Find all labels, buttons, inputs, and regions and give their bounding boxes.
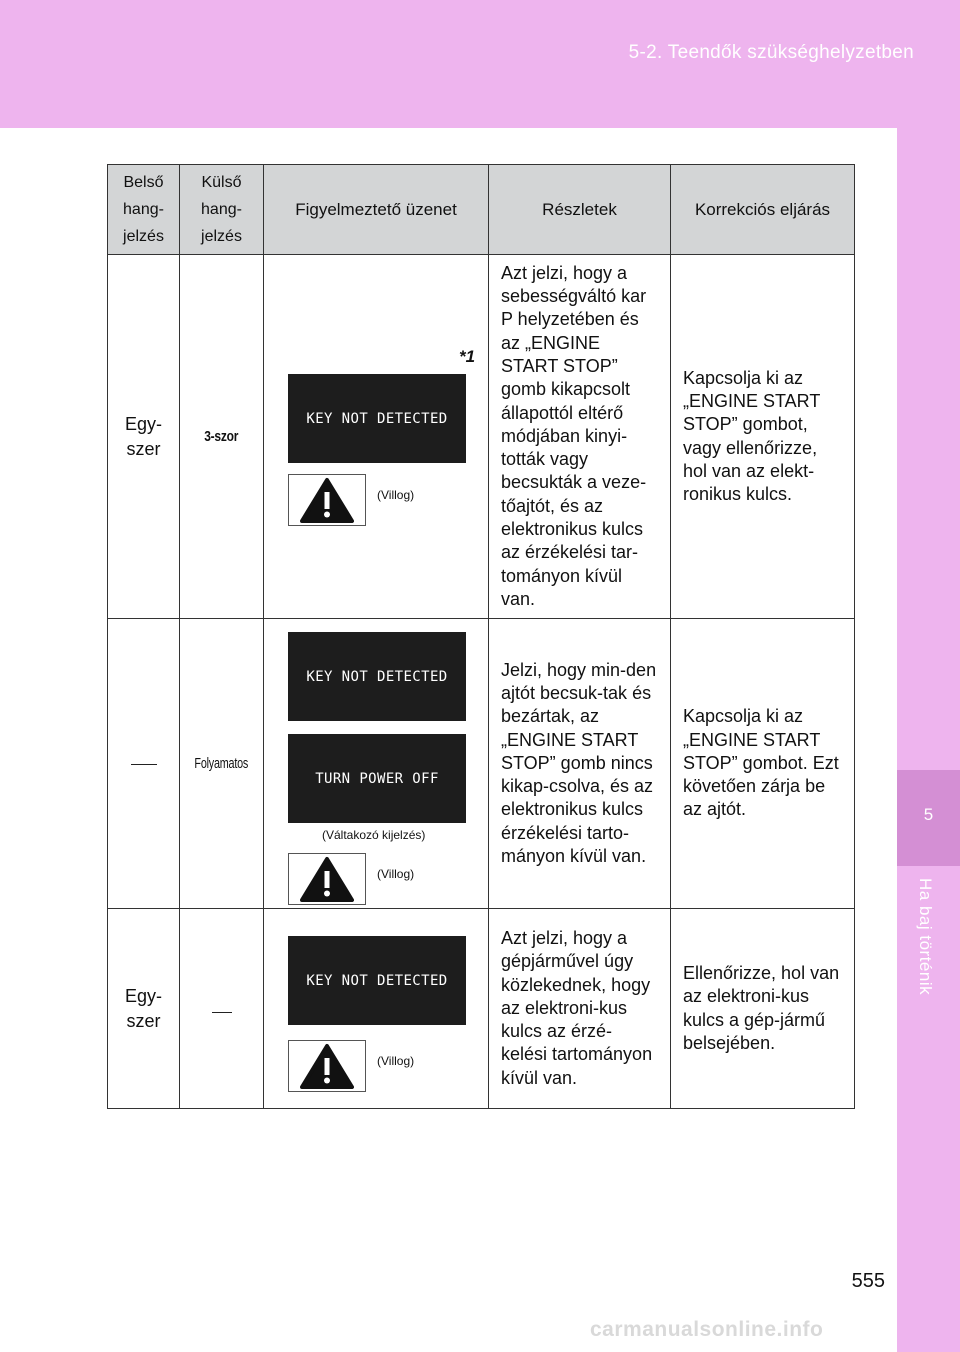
lcd-display: KEY NOT DETECTED	[288, 632, 466, 721]
header-inner-buzzer: Belső hang- jelzés	[108, 165, 180, 255]
chapter-number: 5	[923, 805, 934, 824]
lcd-display: TURN POWER OFF	[288, 734, 466, 823]
table-row	[108, 909, 855, 1109]
correction-cell: Kapcsolja ki az „ENGINE START STOP” gombot. Ezt követően zárja be az ajtót.	[671, 619, 855, 909]
alternating-note: (Váltakozó kijelzés)	[322, 828, 426, 842]
page-number: 555	[851, 1270, 885, 1292]
none-dash	[131, 764, 157, 765]
warning-triangle-icon	[288, 853, 366, 905]
blink-note: (Villog)	[377, 488, 415, 502]
section-title: 5-2. Teendők szükséghelyzetben	[628, 42, 914, 63]
watermark: carmanualsonline.info	[590, 1318, 824, 1341]
table-row	[108, 619, 855, 909]
header-message: Figyelmeztető üzenet	[264, 165, 489, 255]
inner-buzzer-cell	[108, 619, 180, 909]
footnote-mark: *1	[459, 347, 476, 366]
warning-triangle-icon	[288, 1040, 366, 1092]
outer-buzzer-cell: 3-szor	[180, 255, 264, 619]
correction-cell: Ellenőrizze, hol van az elektroni-kus kulcs a gép-jármű belsejében.	[671, 909, 855, 1109]
header-band	[0, 0, 960, 128]
chapter-title: Ha baj történik	[916, 878, 935, 996]
details-cell: Azt jelzi, hogy a gépjárművel úgy közlekednek, hogy az elektroni-kus kulcs az érzé-kelési tartományon kívül van.	[489, 909, 671, 1109]
message-cell	[264, 619, 489, 909]
lcd-display: KEY NOT DETECTED	[288, 374, 466, 463]
lcd-display: KEY NOT DETECTED	[288, 936, 466, 1025]
outer-buzzer-cell: Folyamatos	[180, 619, 264, 909]
none-dash	[212, 1012, 232, 1013]
table-header-row	[108, 165, 855, 255]
warning-table	[107, 164, 855, 1109]
header-details: Részletek	[489, 165, 671, 255]
header-outer-buzzer: Külső hang- jelzés	[180, 165, 264, 255]
sidebar-band	[897, 128, 960, 1352]
message-cell	[264, 255, 489, 619]
inner-buzzer-cell: Egy- szer	[108, 255, 180, 619]
details-cell: Jelzi, hogy min-den ajtót becsuk-tak és bezártak, az „ENGINE START STOP” gomb nincs kikap-csolva, és az elektronikus kulcs érzékelési tarto-mányon kívül van.	[489, 619, 671, 909]
correction-cell: Kapcsolja ki az „ENGINE START STOP” gombot, vagy ellenőrizze, hol van az elekt-ronikus kulcs.	[671, 255, 855, 619]
outer-buzzer-cell	[180, 909, 264, 1109]
header-correction: Korrekciós eljárás	[671, 165, 855, 255]
details-cell: Azt jelzi, hogy a sebességváltó kar P helyzetében és az „ENGINE START STOP” gomb kikapcsolt állapottól eltérő módjában kinyi-tották vagy becsukták a veze-tőajtót, és az elektronikus kulcs az érzékelési tar-tományon kívül van.	[489, 255, 671, 619]
table-row	[108, 255, 855, 619]
blink-note: (Villog)	[377, 1054, 415, 1068]
blink-note: (Villog)	[377, 867, 415, 881]
message-cell	[264, 909, 489, 1109]
inner-buzzer-cell: Egy- szer	[108, 909, 180, 1109]
warning-triangle-icon	[288, 474, 366, 526]
